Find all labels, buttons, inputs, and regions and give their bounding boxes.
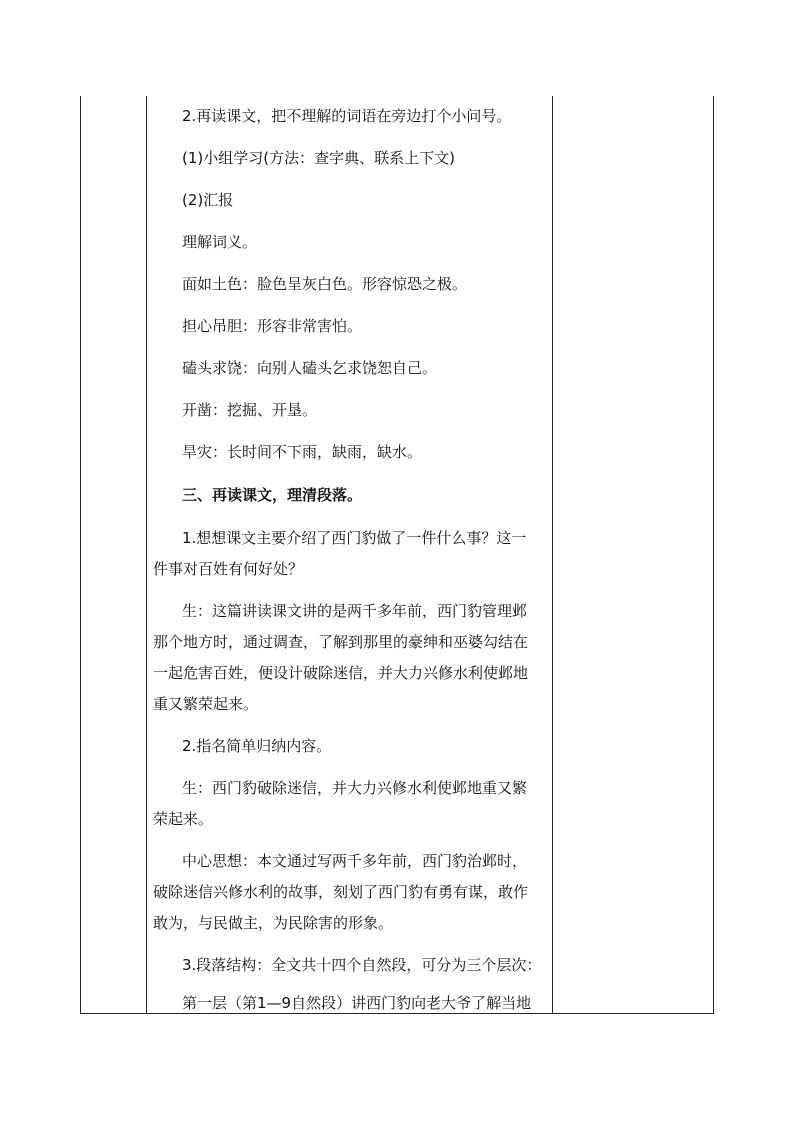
word-hanzai: 旱灾：长时间不下雨，缺雨，缺水。 xyxy=(182,443,423,461)
question-1-line1: 1.想想课文主要介绍了西门豹做了一件什么事？这一 xyxy=(182,529,527,547)
table-border-col1 xyxy=(146,96,147,1014)
step-2-reread: 2.再读课文，把不理解的词语在旁边打个小问号。 xyxy=(182,107,512,125)
section-3-heading: 三、再读课文，理清段落。 xyxy=(182,486,363,504)
group-study: (1)小组学习(方法：查字典、联系上下文) xyxy=(182,149,455,167)
answer-1-line3: 一起危害百姓，便设计破除迷信，并大力兴修水利使邺地 xyxy=(153,664,529,682)
question-2: 2.指名简单归纳内容。 xyxy=(182,737,332,755)
word-danxindiaodan: 担心吊胆：形容非常害怕。 xyxy=(182,317,363,335)
report: (2)汇报 xyxy=(182,191,234,209)
answer-2-line2: 荣起来。 xyxy=(153,810,214,828)
central-idea-line2: 破除迷信兴修水利的故事，刻划了西门豹有勇有谋，敢作 xyxy=(153,883,529,901)
answer-1-line2: 那个地方时，通过调查，了解到那里的豪绅和巫婆勾结在 xyxy=(153,633,529,651)
structure-3: 3.段落结构：全文共十四个自然段，可分为三个层次： xyxy=(182,956,542,974)
word-ketouqiurao: 磕头求饶：向别人磕头乞求饶恕自己。 xyxy=(182,359,438,377)
question-1-line2: 件事对百姓有何好处？ xyxy=(153,560,304,578)
central-idea-line1: 中心思想：本文通过写两千多年前，西门豹治邺时， xyxy=(182,852,528,870)
answer-2-line1: 生：西门豹破除迷信，并大力兴修水利使邺地重又繁 xyxy=(182,779,528,797)
table-border-left xyxy=(80,96,81,1014)
central-idea-line3: 敢为，与民做主，为民除害的形象。 xyxy=(153,914,394,932)
structure-layer-1: 第一层（第1—9自然段）讲西门豹向老大爷了解当地 xyxy=(182,994,532,1012)
table-border-col2 xyxy=(552,96,553,1014)
word-mianrutuse: 面如土色：脸色呈灰白色。形容惊恐之极。 xyxy=(182,275,468,293)
understand-words: 理解词义。 xyxy=(182,233,258,251)
word-kaizao: 开凿：挖掘、开垦。 xyxy=(182,401,318,419)
answer-1-line4: 重又繁荣起来。 xyxy=(153,695,259,713)
answer-1-line1: 生：这篇讲读课文讲的是两千多年前，西门豹管理邺 xyxy=(182,602,528,620)
table-border-right xyxy=(713,96,714,1014)
